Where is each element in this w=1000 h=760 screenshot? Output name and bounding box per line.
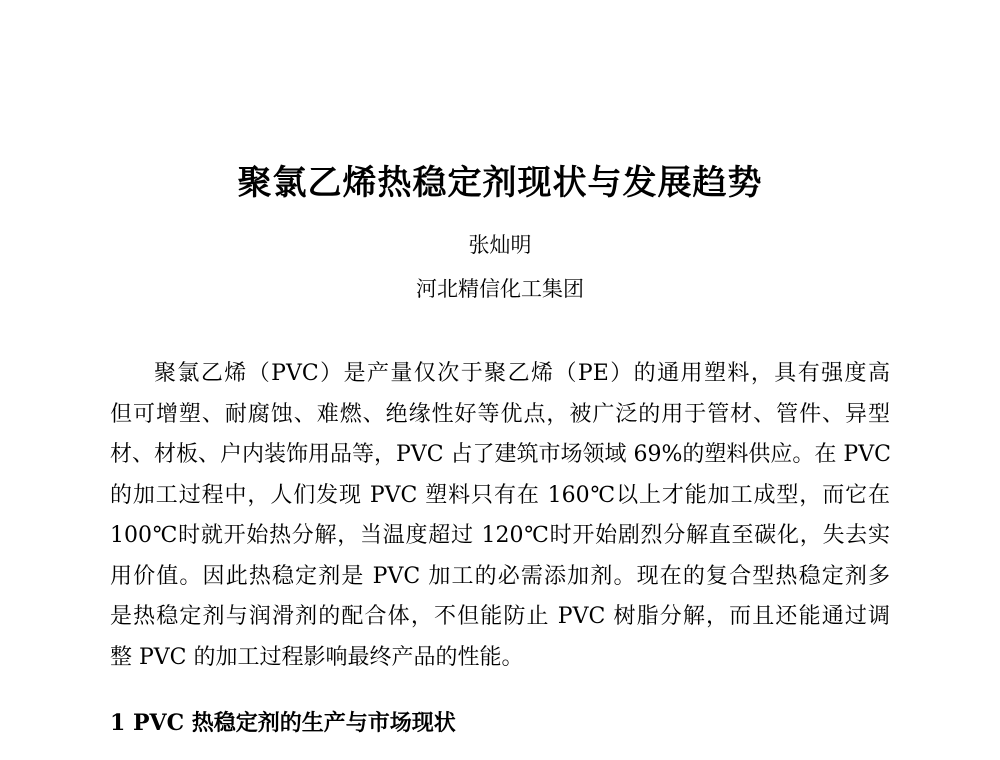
section-heading: 1 PVC 热稳定剂的生产与市场现状: [110, 710, 456, 736]
paragraph-line: 整 PVC 的加工过程影响最终产品的性能。: [110, 644, 524, 670]
paragraph-line: 但可增塑、耐腐蚀、难燃、绝缘性好等优点，被广泛的用于管材、管件、异型: [110, 401, 890, 427]
author-affiliation: 河北精信化工集团: [416, 277, 584, 301]
paragraph-line: 材、材板、户内装饰用品等，PVC 占了建筑市场领域 69%的塑料供应。在 PVC: [110, 442, 891, 467]
intro-paragraph: [110, 354, 890, 678]
paragraph-line: 是热稳定剂与润滑剂的配合体，不但能防止 PVC 树脂分解，而且还能通过调: [110, 604, 890, 629]
paragraph-line: 的加工过程中，人们发现 PVC 塑料只有在 160℃以上才能加工成型，而它在: [110, 482, 890, 508]
paragraph-line: 聚氯乙烯（PVC）是产量仅次于聚乙烯（PE）的通用塑料，具有强度高: [154, 361, 890, 386]
author-name: 张灿明: [468, 233, 532, 257]
paragraph-line: 用价值。因此热稳定剂是 PVC 加工的必需添加剂。现在的复合型热稳定剂多: [110, 563, 890, 589]
paper-title: 聚氯乙烯热稳定剂现状与发展趋势: [237, 163, 763, 203]
paragraph-line: 100℃时就开始热分解，当温度超过 120℃时开始剧烈分解直至碳化，失去实: [110, 523, 890, 548]
